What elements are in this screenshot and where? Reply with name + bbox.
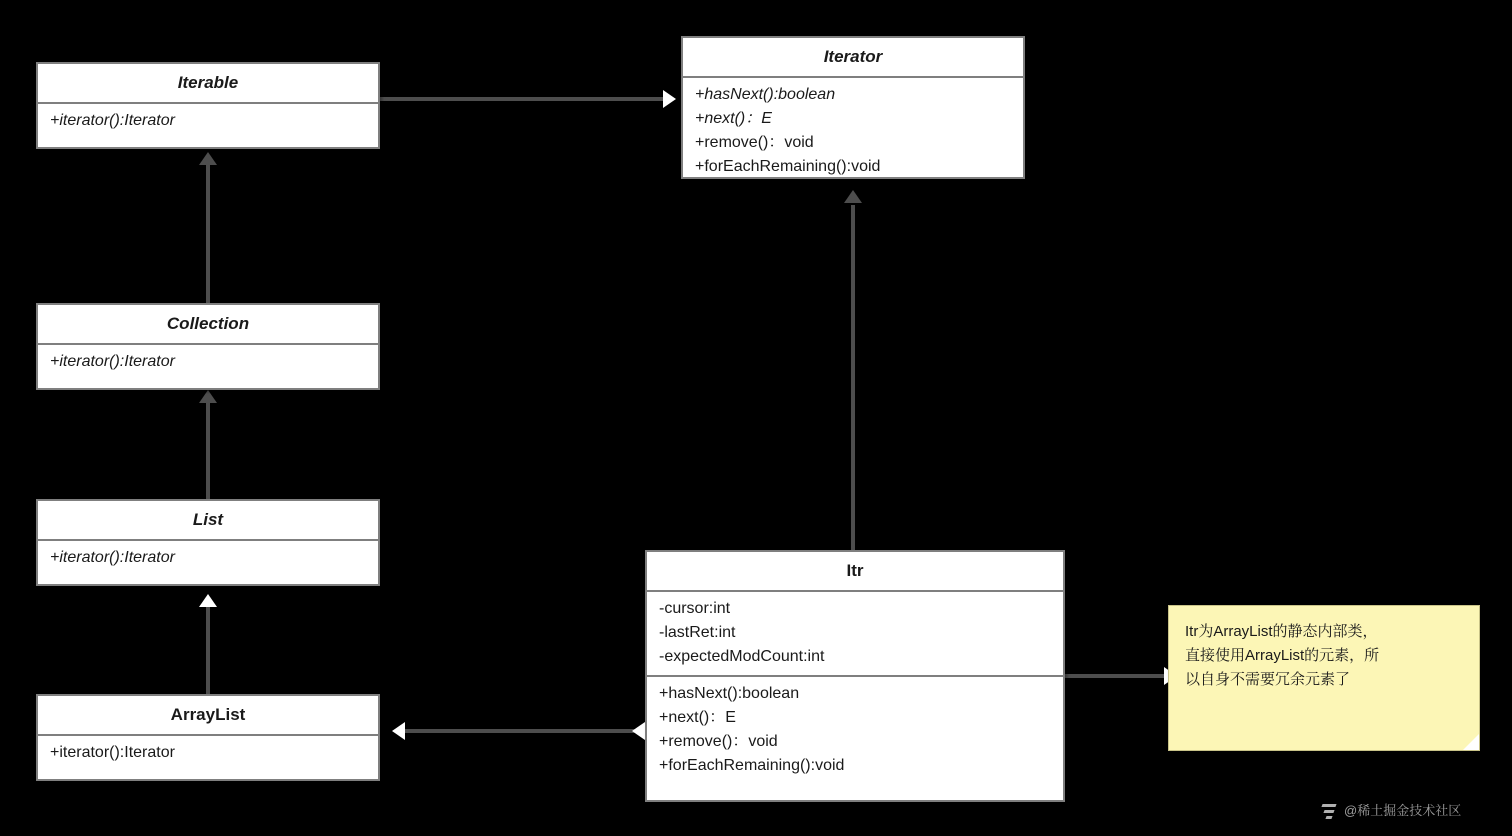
arrowhead-itr-arraylist-2 [632, 722, 645, 740]
connector-collection-iterable [206, 163, 210, 305]
juejin-logo-icon [1320, 801, 1338, 819]
arrowhead-list-collection [199, 390, 217, 403]
class-member: +next()：E [695, 110, 772, 127]
watermark-text: @稀土掘金技术社区 [1344, 803, 1462, 818]
class-box-list[interactable] [36, 499, 380, 586]
arrowhead-itr-arraylist [392, 722, 405, 740]
arrowhead-itr-iterator [844, 190, 862, 203]
note-fold-corner [1463, 734, 1479, 750]
class-member: +iterator():Iterator [50, 353, 175, 370]
class-members-list [38, 541, 378, 576]
class-field: -expectedModCount:int [659, 648, 825, 665]
class-title-arraylist: ArrayList [170, 705, 246, 724]
class-members-collection [38, 345, 378, 380]
class-member: +iterator():Iterator [50, 112, 175, 129]
sticky-note-itr[interactable] [1168, 605, 1480, 751]
class-title-list: List [192, 510, 224, 529]
class-field: -cursor:int [659, 600, 731, 617]
class-member: +iterator():Iterator [50, 744, 175, 761]
note-line-2: 直接使用ArrayList的元素，所 [1185, 647, 1380, 664]
class-members-iterable [38, 104, 378, 139]
class-members-arraylist [38, 736, 378, 771]
class-method: +remove()：void [659, 733, 778, 750]
connector-itr-note [1065, 674, 1173, 678]
class-member: +remove()：void [695, 134, 814, 151]
class-members-iterator [683, 78, 1023, 185]
class-member: +hasNext():boolean [695, 86, 836, 103]
watermark [1320, 800, 1461, 819]
connector-arraylist-list [206, 600, 210, 696]
class-fields-itr [647, 592, 1063, 675]
connector-itr-arraylist [396, 729, 645, 733]
class-title-iterable: Iterable [177, 73, 239, 92]
class-methods-itr [647, 677, 1063, 784]
arrowhead-arraylist-list [199, 594, 217, 607]
class-title-collection: Collection [166, 314, 250, 333]
arrowhead-collection-iterable [199, 152, 217, 165]
class-method: +forEachRemaining():void [659, 757, 845, 774]
note-line-3: 以自身不需要冗余元素了 [1185, 671, 1351, 688]
connector-iterable-iterator [380, 97, 668, 101]
class-title-itr: Itr [846, 561, 864, 580]
class-member: +iterator():Iterator [50, 549, 175, 566]
arrowhead-iterable-iterator [663, 90, 676, 108]
connector-itr-iterator [851, 205, 855, 550]
class-member: +forEachRemaining():void [695, 158, 881, 175]
class-box-iterator[interactable] [681, 36, 1025, 179]
class-title-iterator: Iterator [823, 47, 883, 66]
connector-list-collection [206, 402, 210, 500]
class-box-collection[interactable] [36, 303, 380, 390]
class-method: +hasNext():boolean [659, 685, 800, 702]
class-box-iterable[interactable] [36, 62, 380, 149]
class-box-itr[interactable] [645, 550, 1065, 802]
class-box-arraylist[interactable] [36, 694, 380, 781]
class-field: -lastRet:int [659, 624, 736, 641]
note-line-1: Itr为ArrayList的静态内部类， [1185, 623, 1378, 640]
class-method: +next()：E [659, 709, 736, 726]
